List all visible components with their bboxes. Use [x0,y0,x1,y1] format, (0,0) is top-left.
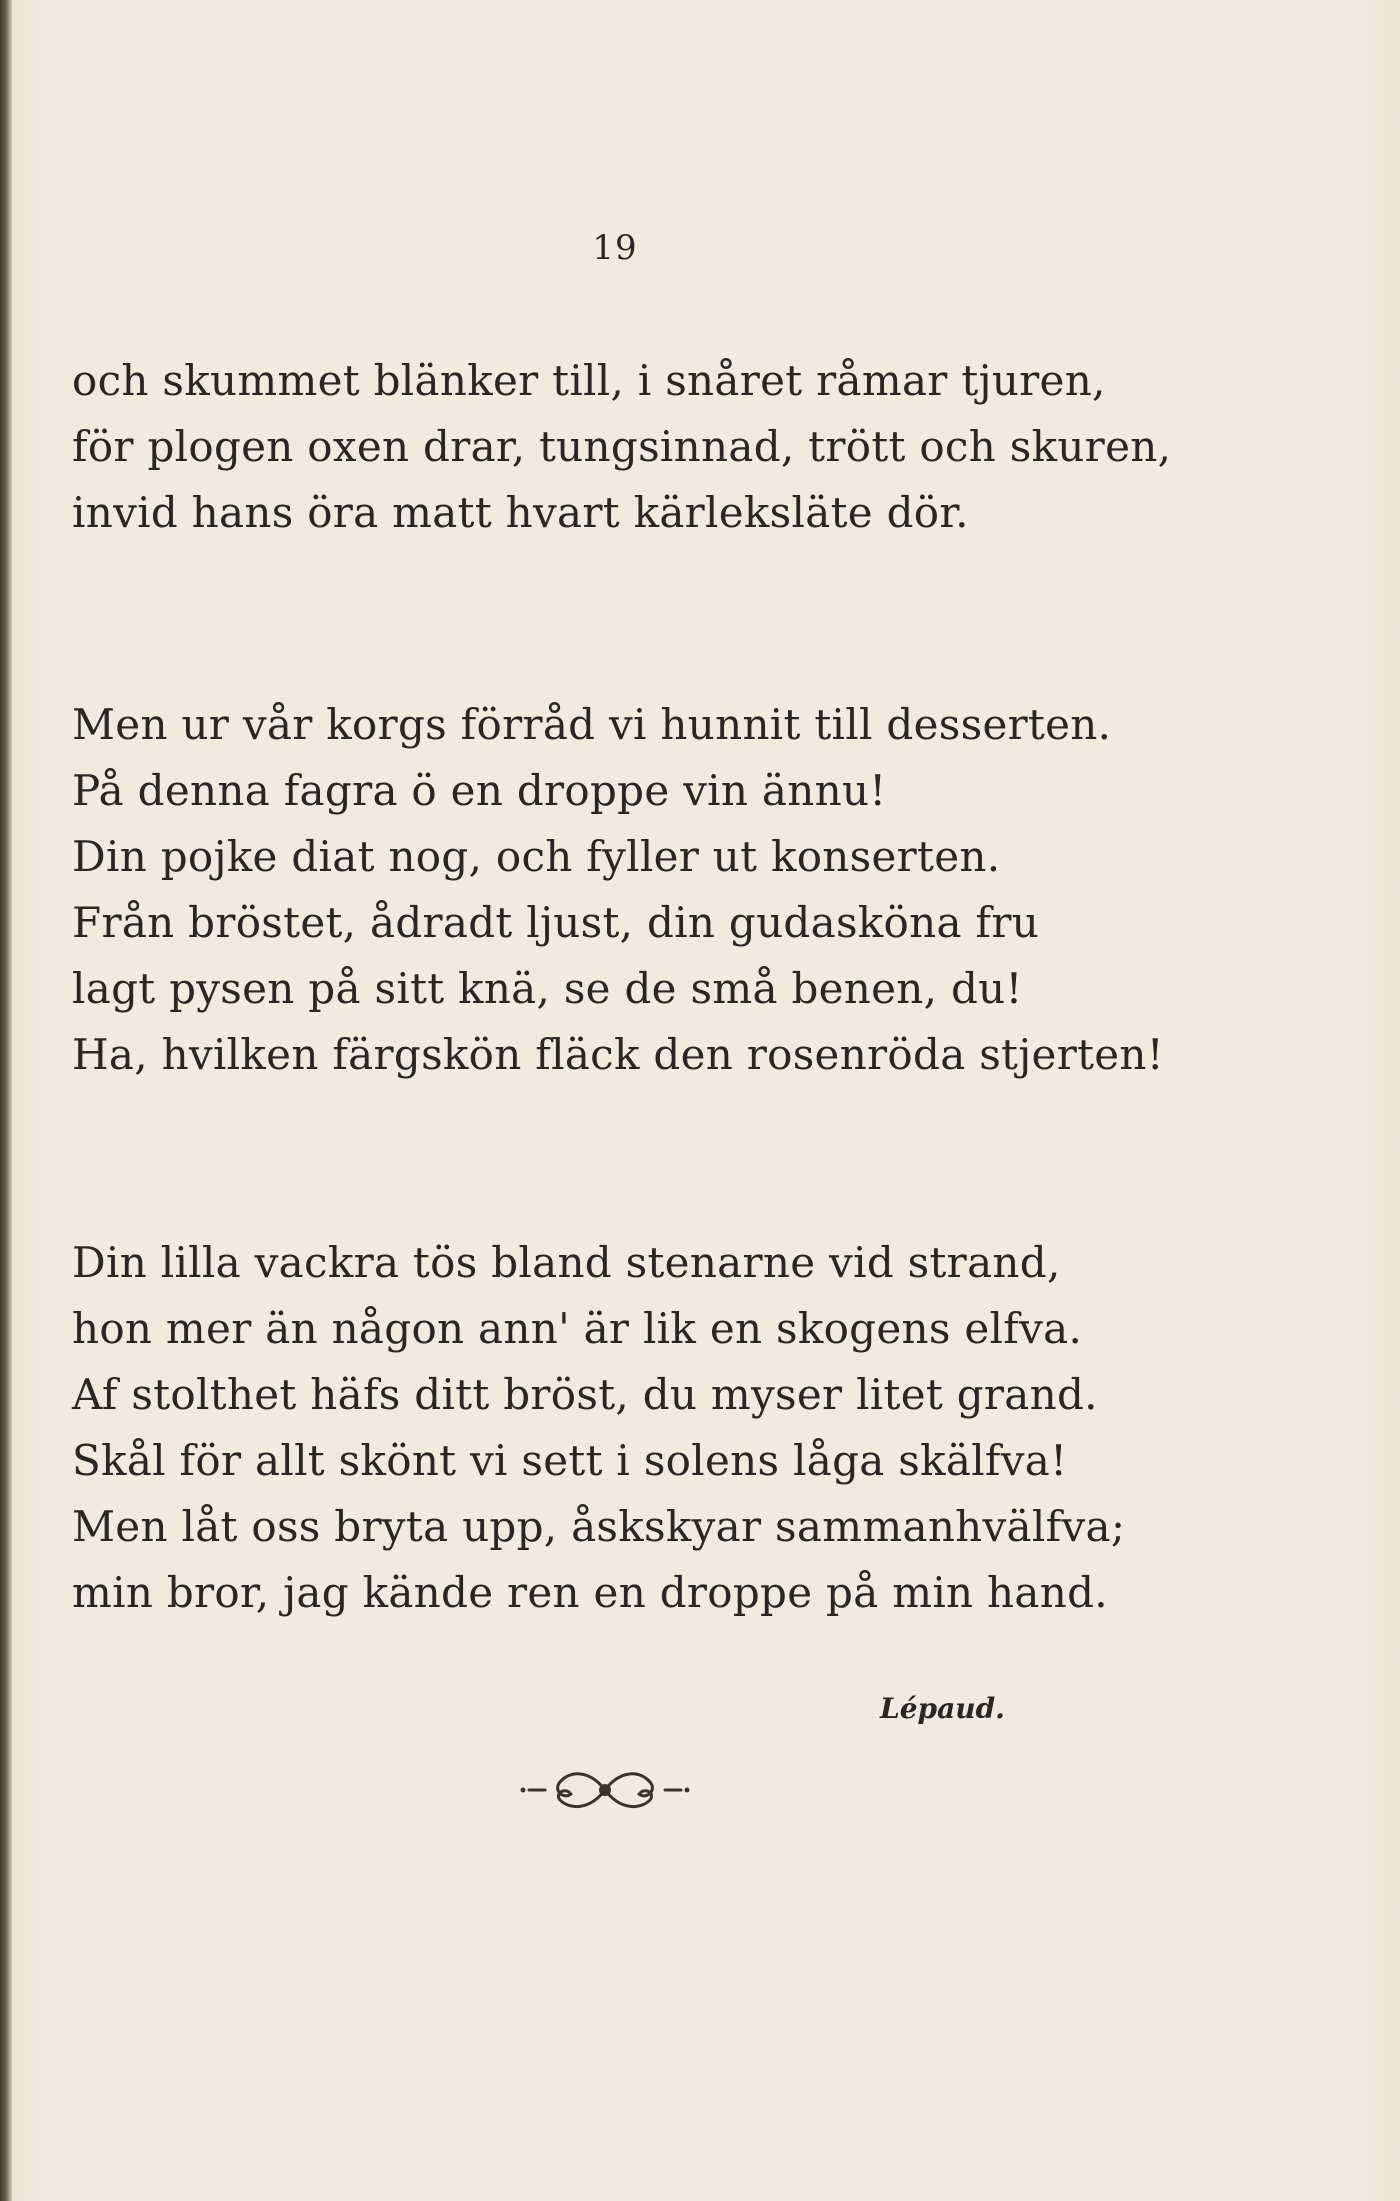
verse-line: lagt pysen på sitt knä, se de små benen, du! [72,964,1023,1013]
verse-line: invid hans öra matt hvart kärleksläte dör. [72,488,969,537]
verse-line: Men ur vår korgs förråd vi hunnit till desserten. [72,700,1112,749]
verse-line: Din pojke diat nog, och fyller ut konserten. [72,832,1001,881]
verse-line: Men låt oss bryta upp, åskskyar sammanhvälfva; [72,1502,1126,1551]
stanza-3 [72,1230,1252,1626]
verse-line: Från bröstet, ådradt ljust, din gudasköna fru [72,898,1040,947]
verse-line: och skummet blänker till, i snåret råmar tjuren, [72,356,1106,405]
verse-line: min bror, jag kände ren en droppe på min hand. [72,1568,1108,1617]
author-signature: Lépaud. [880,1692,1005,1725]
verse-line: för plogen oxen drar, tungsinnad, trött och skuren, [72,422,1172,471]
verse-line: hon mer än någon ann' är lik en skogens elfva. [72,1304,1083,1353]
page-number: 19 [592,228,638,268]
verse-line: Af stolthet häfs ditt bröst, du myser litet grand. [72,1370,1098,1419]
verse-line: Skål för allt skönt vi sett i solens låga skälfva! [72,1436,1068,1485]
book-spine-edge [0,0,12,2201]
verse-line: På denna fagra ö en droppe vin ännu! [72,766,887,815]
stanza-2 [72,692,1252,1088]
floral-ornament-icon [515,1760,695,1820]
stanza-1 [72,348,1252,546]
verse-line: Ha, hvilken färgskön fläck den rosenröda stjerten! [72,1030,1164,1079]
verse-line: Din lilla vackra tös bland stenarne vid strand, [72,1238,1061,1287]
